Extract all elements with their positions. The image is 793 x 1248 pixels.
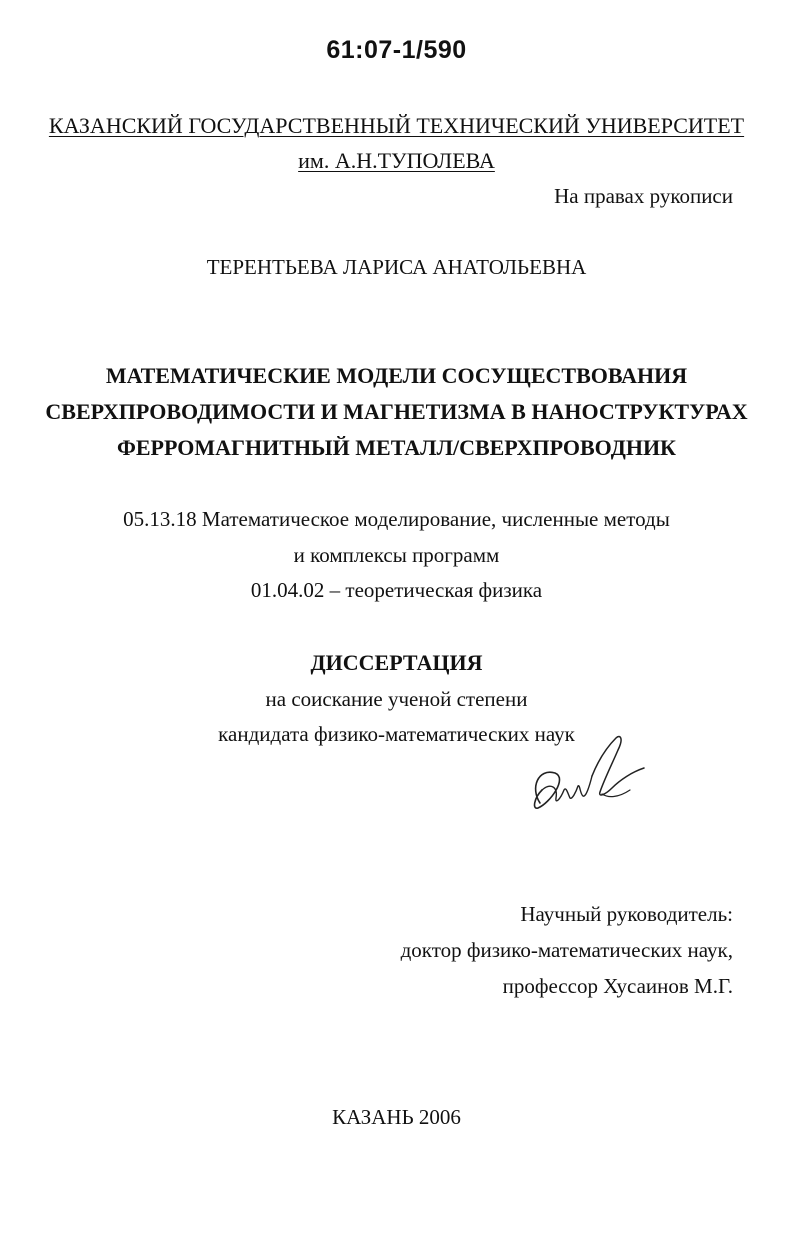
handwritten-signature [520, 728, 660, 828]
dissertation-title-line: МАТЕМАТИЧЕСКИЕ МОДЕЛИ СОСУЩЕСТВОВАНИЯ [105, 363, 688, 388]
manuscript-rights-note: На правах рукописи [554, 184, 733, 208]
dissertation-title-line: СВЕРХПРОВОДИМОСТИ И МАГНЕТИЗМА В НАНОСТРУКТУРАХ [45, 399, 748, 424]
university-name: КАЗАНСКИЙ ГОСУДАРСТВЕННЫЙ ТЕХНИЧЕСКИЙ УНИВЕРСИТЕТ [48, 113, 745, 138]
degree-line: на соискание ученой степени [265, 687, 528, 711]
specialty-line: 01.04.02 – теоретическая физика [250, 578, 543, 602]
specialty-line: 05.13.18 Математическое моделирование, численные методы [123, 507, 670, 531]
author-name: ТЕРЕНТЬЕВА ЛАРИСА АНАТОЛЬЕВНА [206, 255, 587, 279]
degree-line: кандидата физико-математических наук [218, 722, 575, 746]
university-named-after: им. А.Н.ТУПОЛЕВА [298, 148, 495, 173]
work-type-heading: ДИССЕРТАЦИЯ [310, 650, 483, 675]
dissertation-title-line: ФЕРРОМАГНИТНЫЙ МЕТАЛЛ/СВЕРХПРОВОДНИК [116, 435, 677, 460]
archive-code: 61:07-1/590 [326, 36, 467, 64]
supervisor-label: Научный руководитель: [520, 902, 733, 926]
supervisor-name: профессор Хусаинов М.Г. [502, 974, 733, 998]
supervisor-degree: доктор физико-математических наук, [400, 938, 733, 962]
city-year: КАЗАНЬ 2006 [332, 1105, 461, 1129]
specialty-line: и комплексы программ [293, 543, 500, 567]
